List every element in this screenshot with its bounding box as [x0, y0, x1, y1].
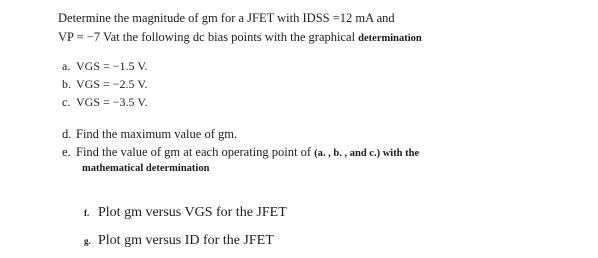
question-e [62, 146, 419, 160]
question-f-marker: f. [84, 208, 90, 218]
question-g [84, 234, 274, 248]
intro-text-1: Determine the magnitude of gm for a JFET with IDSS =12 mA and [58, 11, 395, 25]
option-c-text: VGS = −3.5 V. [76, 95, 148, 109]
question-e-continuation [82, 164, 209, 175]
intro-line-1 [58, 12, 395, 25]
intro-text-2-bold: determination [358, 33, 422, 44]
option-b-marker: b. [62, 77, 71, 91]
option-a [62, 60, 147, 72]
question-e-text-continued: mathematical determination [82, 163, 210, 174]
question-d [62, 128, 237, 141]
option-c [62, 96, 147, 108]
question-d-marker: d. [62, 127, 72, 141]
option-c-marker: c. [62, 95, 71, 109]
option-a-text: VGS = −1.5 V. [76, 59, 148, 73]
question-f-text: Plot gm versus VGS for the JFET [98, 205, 287, 220]
question-g-marker: g. [84, 236, 91, 246]
question-e-text: Find the value of gm at each operating point of [76, 145, 315, 159]
option-b [62, 78, 147, 90]
question-g-text: Plot gm versus ID for the JFET [98, 233, 274, 248]
option-a-marker: a. [62, 59, 71, 73]
option-b-text: VGS = −2.5 V. [76, 77, 148, 91]
intro-line-2 [58, 31, 422, 45]
question-f [84, 206, 287, 220]
intro-text-2: VP = −7 Vat the following dc bias points with the graphical [58, 30, 359, 44]
question-e-text-bold: (a. , b. , and c.) with the [314, 148, 420, 159]
question-e-marker: e. [62, 145, 71, 159]
question-d-text: Find the maximum value of gm. [76, 127, 238, 141]
